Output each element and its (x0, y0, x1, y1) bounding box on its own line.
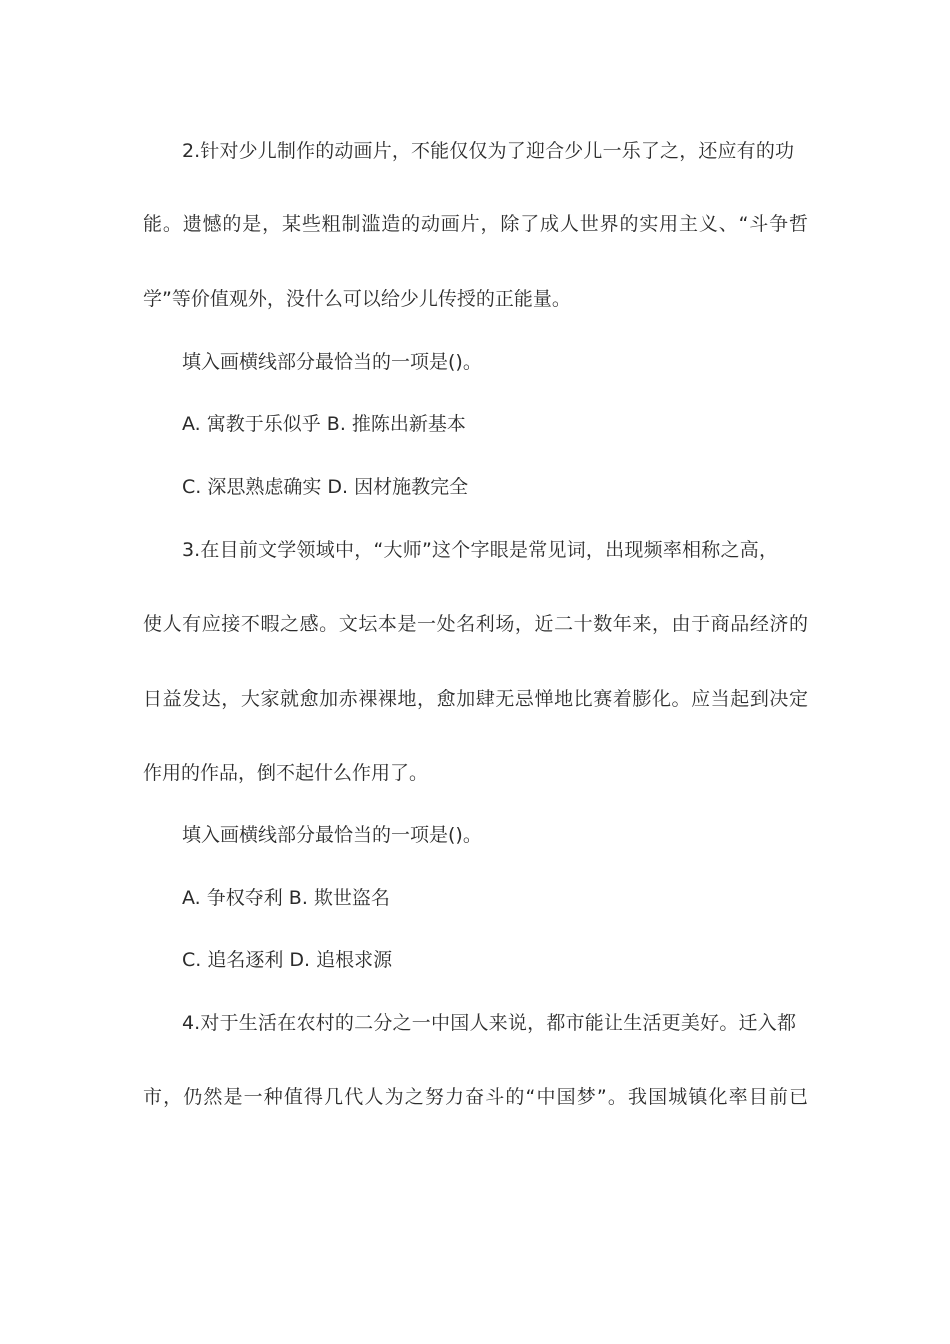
q2-options-cd: C. 深思熟虑确实 D. 因材施教完全 (182, 476, 469, 498)
q2-stem-line-3: 学”等价值观外，没什么可以给少儿传授的正能量。 (143, 288, 571, 310)
q3-options-cd: C. 追名逐利 D. 追根求源 (182, 949, 393, 971)
q2-stem-line-1: 2.针对少儿制作的动画片，不能仅仅为了迎合少儿一乐了之，还应有的功 (182, 140, 794, 162)
q3-stem-line-1: 3.在目前文学领域中，“大师”这个字眼是常见词，出现频率相称之高， (182, 539, 778, 561)
q4-stem-line-2: 市，仍然是一种值得几代人为之努力奋斗的“中国梦”。我国城镇化率目前已 (143, 1086, 808, 1108)
q2-prompt: 填入画横线部分最恰当的一项是()。 (182, 351, 482, 373)
q3-options-ab: A. 争权夺利 B. 欺世盗名 (182, 887, 390, 909)
q2-options-ab: A. 寓教于乐似乎 B. 推陈出新基本 (182, 413, 466, 435)
q4-stem-line-1: 4.对于生活在农村的二分之一中国人来说，都市能让生活更美好。迁入都 (182, 1012, 796, 1034)
q2-stem-line-2: 能。遗憾的是，某些粗制滥造的动画片，除了成人世界的实用主义、“斗争哲 (143, 213, 808, 235)
q3-stem-line-3: 日益发达，大家就愈加赤裸裸地，愈加肆无忌惮地比赛着膨化。应当起到决定 (143, 688, 808, 710)
q3-stem-line-4: 作用的作品，倒不起什么作用了。 (143, 762, 429, 784)
q3-stem-line-2: 使人有应接不暇之感。文坛本是一处名利场，近二十数年来，由于商品经济的 (143, 613, 808, 635)
q3-prompt: 填入画横线部分最恰当的一项是()。 (182, 824, 482, 846)
